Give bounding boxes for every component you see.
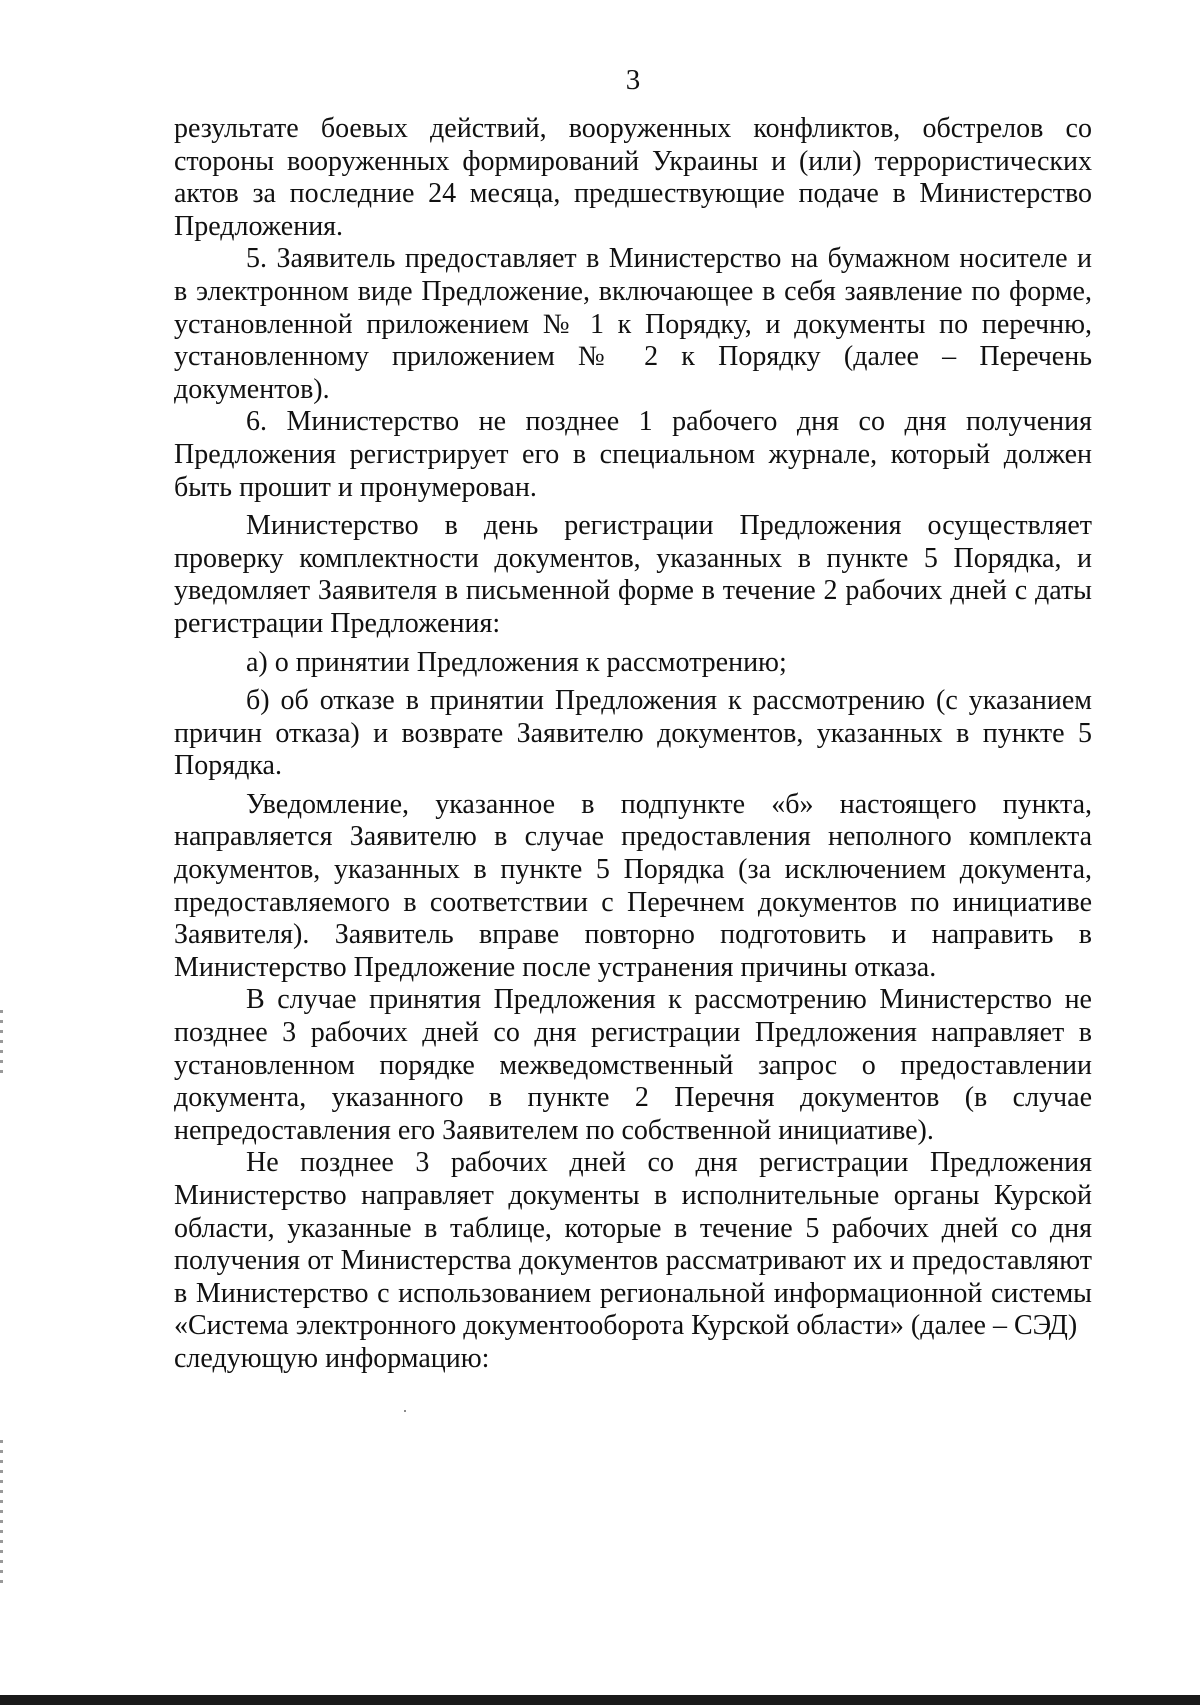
scan-bottom-edge <box>0 1695 1200 1705</box>
paragraph-executive-bodies: Не позднее 3 рабочих дней со дня регистрации Предложения Министерство направляет документы в исполнительные органы Курской области, указанные в таблице, которые в течение 5 рабочих дней со дня получения от Министерства документов рассматривают их и предоставляют в Министерство с использованием региональной информационной системы «Система электронного документооборота Курской области» (далее – СЭД) <box>174 1147 1092 1342</box>
scan-edge-marks-upper <box>0 1010 3 1080</box>
paragraph-continuation: результате боевых действий, вооруженных конфликтов, обстрелов со стороны вооруженных формирований Украины и (или) террористических актов за последние 24 месяца, предшествующие подаче в Министерство Предложения. <box>174 113 1092 242</box>
paragraph-notification: Уведомление, указанное в подпункте «б» настоящего пункта, направляется Заявителю в случае предоставления неполного комплекта документов, указанных в пункте 5 Порядка (за исключением документа, предоставляемого в соответствии с Перечнем документов по инициативе Заявителя). Заявитель вправе повторно подготовить и направить в Министерство Предложение после устранения причины отказа. <box>174 788 1092 983</box>
paragraph-following-info: следующую информацию: <box>174 1342 490 1374</box>
document-body <box>174 113 1092 1376</box>
paragraph-interagency-request: В случае принятия Предложения к рассмотрению Министерство не позднее 3 рабочих дней со дня регистрации Предложения направляет в установленном порядке межведомственный запрос о предоставлении документа, указанного в пункте 2 Перечня документов (в случае непредоставления его Заявителем по собственной инициативе). <box>174 984 1092 1146</box>
scan-edge-marks-lower <box>0 1440 3 1590</box>
paragraph-item-5: 5. Заявитель предоставляет в Министерство на бумажном носителе и в электронном виде Предложение, включающее в себя заявление по форме, установленной приложением № 1 к Порядку, и документы по перечню, установленному приложением № 2 к Порядку (далее – Перечень документов). <box>174 243 1092 405</box>
subitem-a: а) о принятии Предложения к рассмотрению; <box>246 646 787 678</box>
paragraph-item-6: 6. Министерство не позднее 1 рабочего дня со дня получения Предложения регистрирует его в специальном журнале, который должен быть прошит и пронумерован. <box>174 406 1092 503</box>
scan-speck <box>404 1410 406 1412</box>
page-number: 3 <box>625 64 641 96</box>
paragraph-registration-check: Министерство в день регистрации Предложения осуществляет проверку комплектности документов, указанных в пункте 5 Порядка, и уведомляет Заявителя в письменной форме в течение 2 рабочих дней с даты регистрации Предложения: <box>174 510 1092 639</box>
subitem-b: б) об отказе в принятии Предложения к рассмотрению (с указанием причин отказа) и возврате Заявителю документов, указанных в пункте 5 Порядка. <box>174 685 1092 782</box>
